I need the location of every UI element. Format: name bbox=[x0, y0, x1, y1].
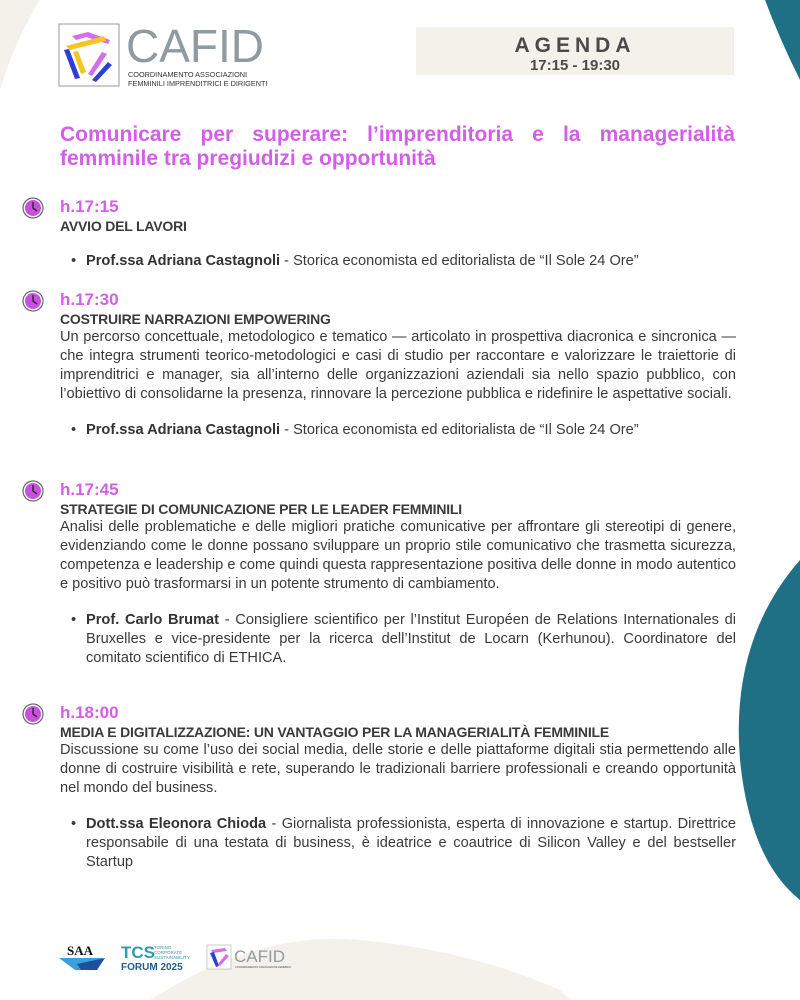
item-description: Discussione su come l’uso dei social media, delle storie e delle piattaforme digitali stia permettendo alle donne di costruire visibilità e rete, superando le tradizionali barriere professionali e creando opportunità nel mondo del business. bbox=[60, 742, 736, 796]
speaker-item bbox=[60, 815, 736, 872]
item-time: h.18:00 bbox=[60, 703, 119, 722]
svg-text:TORINO: TORINO bbox=[154, 945, 172, 950]
item-description: Un percorso concettuale, metodologico e tematico — articolato in prospettiva diacronica e sincronica — che integra strumenti teorico-metodologici e casi di studio per raccontare e valorizzare le traiettorie di imprenditrici e manager, sia all’interno delle organizzazioni aziendali sia nello spazio pubblico, con l’obiettivo di consolidarne la presenza, rinnovare la percezione pubblica e ridefinire le aspettative sociali. bbox=[60, 329, 736, 402]
speaker-role: - Giornalista professionista, esperta di innovazione e startup. Direttrice responsabile di una testata di business, è ideatrice e coautrice di Silicon Valley e del bestseller Startup bbox=[86, 816, 736, 870]
item-title: COSTRUIRE NARRAZIONI EMPOWERING bbox=[60, 311, 331, 327]
agenda-time: 17:15 - 19:30 bbox=[529, 57, 621, 74]
cafid-logo bbox=[58, 22, 278, 92]
speaker-name: Dott.ssa Eleonora Chioda bbox=[86, 816, 267, 832]
logo-name: CAFID bbox=[126, 22, 264, 72]
item-title: STRATEGIE DI COMUNICAZIONE PER LE LEADER FEMMINILI bbox=[60, 501, 462, 517]
speaker-name: Prof.ssa Adriana Castagnoli bbox=[86, 422, 281, 438]
item-time: h.17:15 bbox=[60, 197, 119, 216]
svg-text:FEMMINILI IMPRENDITRICI E DIRI: FEMMINILI IMPRENDITRICI E DIRIGENTI bbox=[128, 79, 268, 88]
svg-text:SUSTAINABILITY: SUSTAINABILITY bbox=[154, 955, 190, 960]
speaker-role: - Storica economista ed editorialista de “Il Sole 24 Ore” bbox=[280, 253, 639, 269]
agenda-item bbox=[60, 197, 736, 271]
svg-text:CAFID: CAFID bbox=[234, 947, 285, 966]
svg-text:COORDINAMENTO ASSOCIAZIONI FEM: COORDINAMENTO ASSOCIAZIONI FEMMINILI bbox=[235, 966, 292, 969]
agenda-item bbox=[60, 290, 736, 440]
svg-text:SAA: SAA bbox=[67, 943, 94, 958]
clock-icon bbox=[22, 480, 44, 502]
speaker-role: - Storica economista ed editorialista de “Il Sole 24 Ore” bbox=[280, 422, 639, 438]
svg-text:COORDINAMENTO ASSOCIAZIONI: COORDINAMENTO ASSOCIAZIONI bbox=[128, 70, 248, 79]
item-time: h.17:45 bbox=[60, 480, 119, 499]
item-title: MEDIA E DIGITALIZZAZIONE: UN VANTAGGIO PER LA MANAGERIALITÀ FEMMINILE bbox=[60, 724, 610, 740]
speaker-name: Prof. Carlo Brumat bbox=[86, 612, 220, 628]
item-time: h.17:30 bbox=[60, 290, 119, 309]
svg-text:TCS: TCS bbox=[121, 943, 155, 962]
speaker-item bbox=[60, 252, 736, 271]
agenda-item bbox=[60, 480, 736, 668]
item-title: AVVIO DEL LAVORI bbox=[60, 218, 187, 234]
item-description: Analisi delle problematiche e delle migliori pratiche comunicative per affrontare gli stereotipi di genere, evidenziando come le donne possano sviluppare un proprio stile comunicativo che trasmetta sicurezza, competenza e leadership e come quindi questa rappresentazione positiva delle donne in modo autentico e positivo può trasformarsi in un potente strumento di cambiamento. bbox=[60, 519, 736, 592]
svg-text:CORPORATE: CORPORATE bbox=[154, 950, 183, 955]
agenda-banner bbox=[416, 27, 734, 75]
agenda-label: AGENDA bbox=[514, 34, 636, 57]
speaker-role: - Consigliere scientifico per l’Institut Européen de Relations Internationales di Bruxelles e vice-presidente per la ricerca dell’Institut de Locarn (Kerhunou). Coordinatore del comitato scientifico di ETHICA. bbox=[86, 612, 736, 666]
speaker-item bbox=[60, 611, 736, 668]
clock-icon bbox=[22, 290, 44, 312]
sponsor-logos bbox=[55, 940, 305, 976]
page-title: Comunicare per superare: l’imprenditoria e la managerialità femminile tra pregiudizi e opportunità bbox=[60, 123, 735, 170]
clock-icon bbox=[22, 197, 44, 219]
svg-text:FORUM 2025: FORUM 2025 bbox=[121, 962, 183, 973]
clock-icon bbox=[22, 703, 44, 725]
agenda-item bbox=[60, 703, 736, 872]
speaker-name: Prof.ssa Adriana Castagnoli bbox=[86, 253, 281, 269]
speaker-item bbox=[60, 421, 736, 440]
